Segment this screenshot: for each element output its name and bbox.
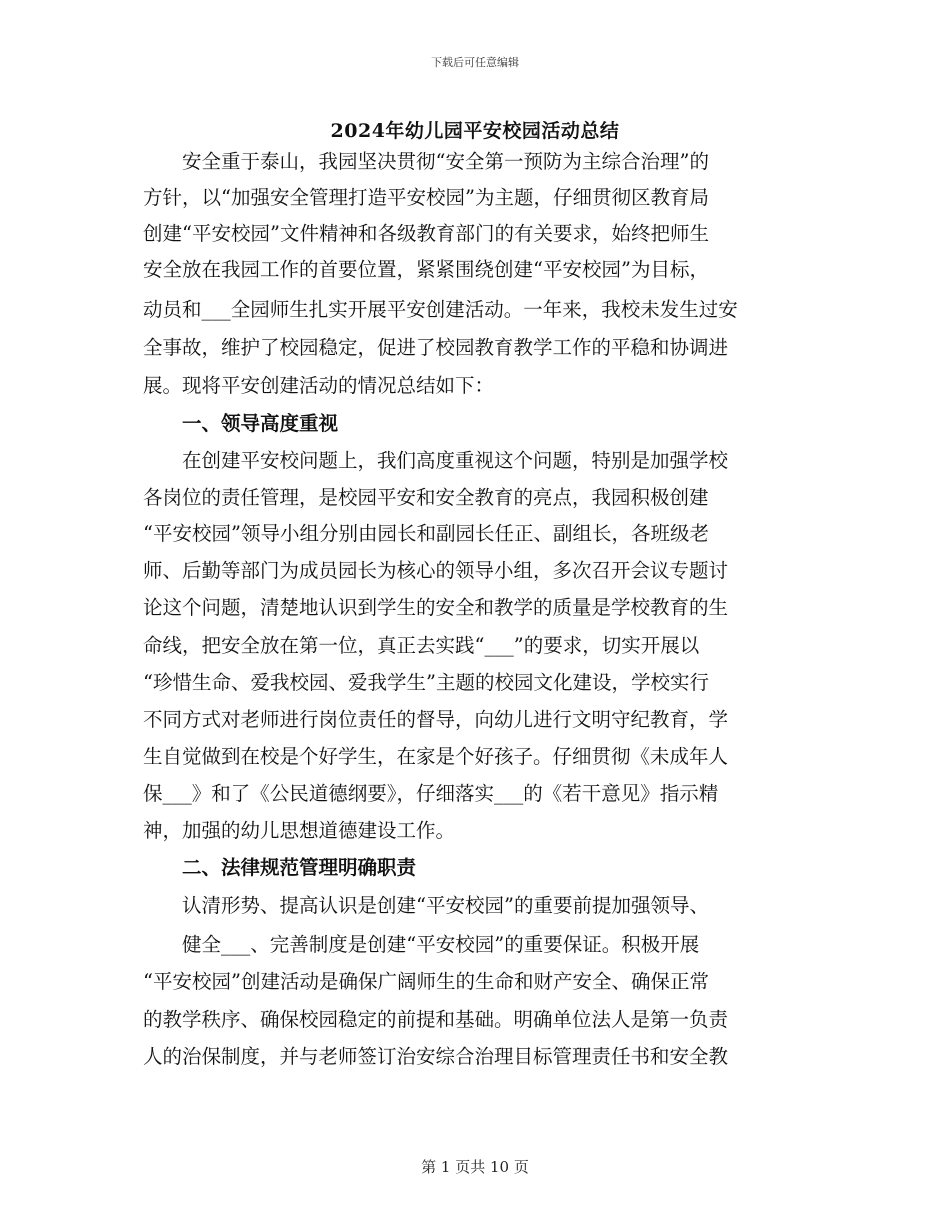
paragraph-line: 方针，以“加强安全管理打造平安校园”为主题，仔细贯彻区教育局 bbox=[143, 186, 709, 209]
paragraph-line: 创建“平安校园”文件精神和各级教育部门的有关要求，始终把师生 bbox=[143, 222, 709, 245]
paragraph-line: 动员和___全园师生扎实开展平安创建活动。一年来，我校未发生过安 bbox=[143, 298, 738, 321]
paragraph-line: 保___》和了《公民道德纲要》，仔细落实___的《若干意见》指示精 bbox=[143, 782, 719, 805]
paragraph-line: 神，加强的幼儿思想道德建设工作。 bbox=[143, 819, 456, 842]
paragraph-line: 师、后勤等部门为成员园长为核心的领导小组，多次召开会议专题讨 bbox=[143, 559, 729, 582]
paragraph-line: 生自觉做到在校是个好学生，在家是个好孩子。仔细贯彻《未成年人 bbox=[143, 745, 729, 768]
paragraph-line: 安全放在我园工作的首要位置，紧紧围绕创建“平安校园”为目标， bbox=[143, 258, 709, 281]
paragraph-line: 论这个问题，清楚地认识到学生的安全和教学的质量是学校教育的生 bbox=[143, 596, 729, 619]
paragraph-line: 认清形势、提高认识是创建“平安校园”的重要前提加强领导、 bbox=[143, 894, 709, 917]
section-heading-2: 二、法律规范管理明确职责 bbox=[143, 856, 417, 879]
paragraph-line: 命线，把安全放在第一位，真正去实践“___”的要求，切实开展以 bbox=[143, 634, 700, 657]
paragraph-line: 人的治保制度，并与老师签订治安综合治理目标管理责任书和安全教 bbox=[143, 1045, 729, 1068]
page-header-note: 下载后可任意编辑 bbox=[431, 56, 519, 69]
paragraph-line: 的教学秩序、确保校园稳定的前提和基础。明确单位法人是第一负责 bbox=[143, 1008, 729, 1031]
paragraph-line: 全事故，维护了校园稳定，促进了校园教育教学工作的平稳和协调进 bbox=[143, 336, 729, 359]
paragraph-line: 展。现将平安创建活动的情况总结如下： bbox=[143, 374, 495, 397]
paragraph-line: “平安校园”领导小组分别由园长和副园长任正、副组长，各班级老 bbox=[143, 522, 709, 545]
paragraph-line: 不同方式对老师进行岗位责任的督导，向幼儿进行文明守纪教育，学 bbox=[143, 708, 729, 731]
paragraph-line: 安全重于泰山，我园坚决贯彻“安全第一预防为主综合治理”的 bbox=[143, 150, 709, 173]
paragraph-line: 在创建平安校问题上，我们高度重视这个问题，特别是加强学校 bbox=[143, 449, 729, 472]
paragraph-line: 健全___、完善制度是创建“平安校园”的重要保证。积极开展 bbox=[143, 933, 700, 956]
paragraph-line: 各岗位的责任管理，是校园平安和安全教育的亮点，我园积极创建 bbox=[143, 486, 709, 509]
page-number: 第 1 页共 10 页 bbox=[421, 1158, 529, 1176]
paragraph-line: “平安校园”创建活动是确保广阔师生的生命和财产安全、确保正常 bbox=[143, 970, 709, 993]
section-heading-1: 一、领导高度重视 bbox=[143, 412, 339, 435]
paragraph-line: “珍惜生命、爱我校园、爱我学生”主题的校园文化建设，学校实行 bbox=[143, 671, 709, 694]
document-title: 2024年幼儿园平安校园活动总结 bbox=[330, 120, 620, 142]
